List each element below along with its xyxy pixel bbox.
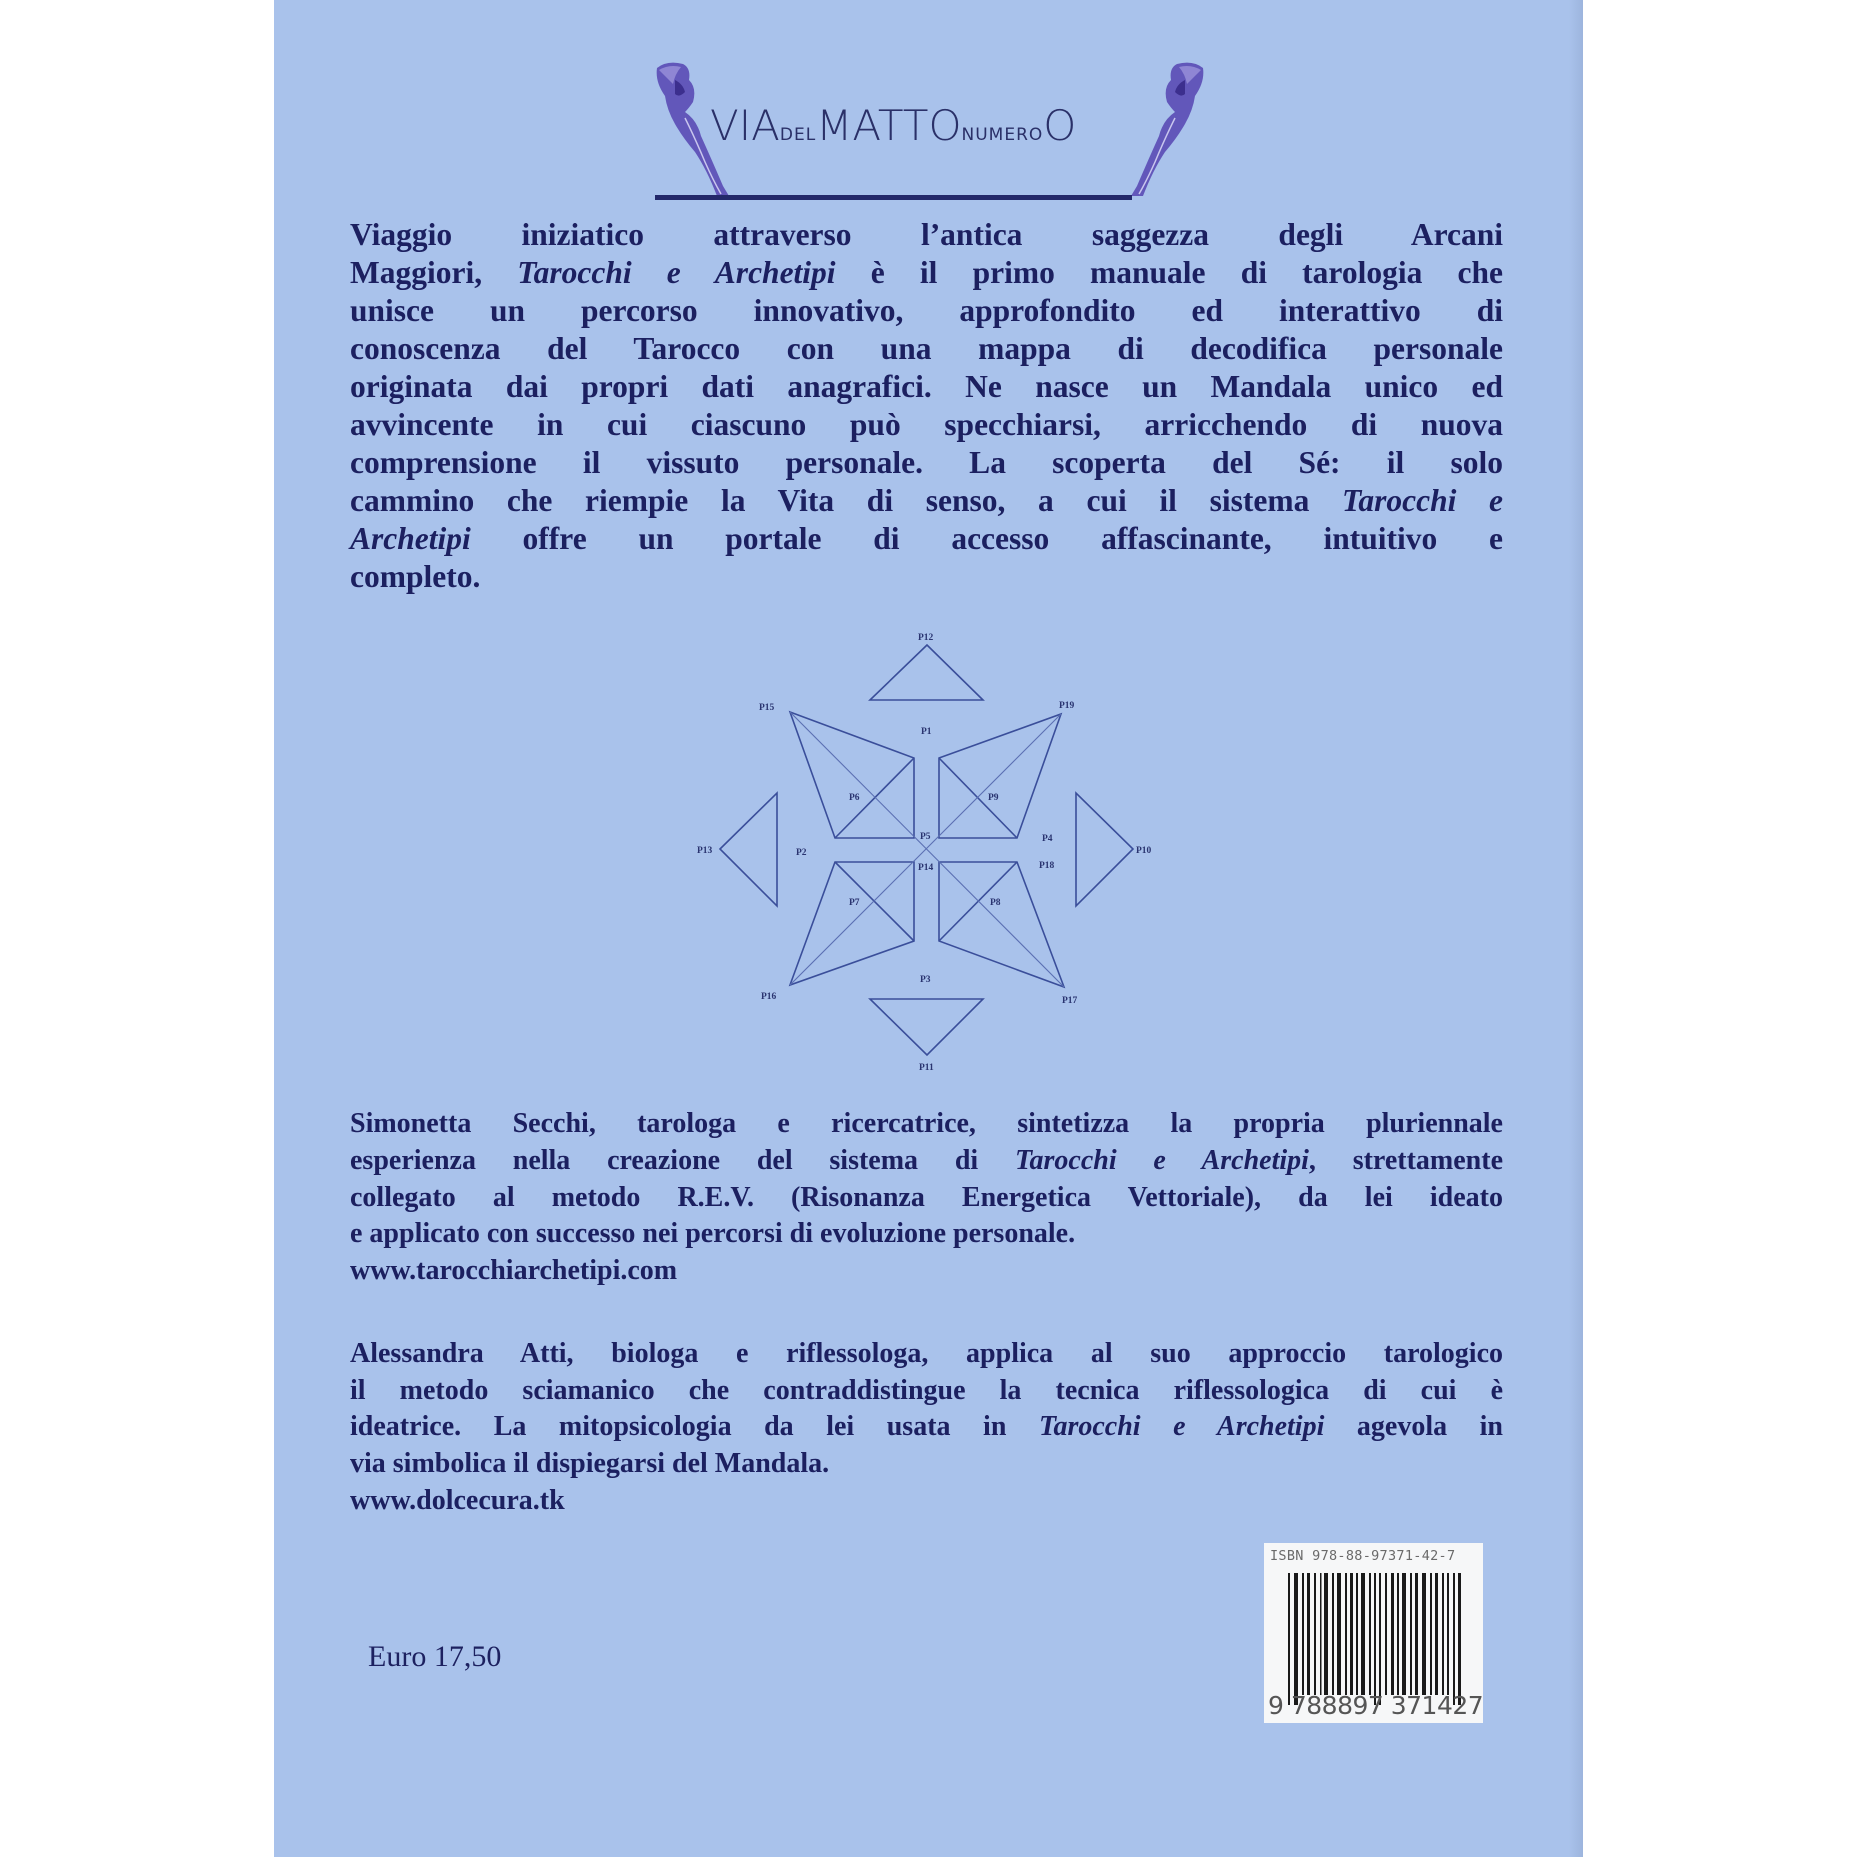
book-title-italic: Tarocchi e Archetipi xyxy=(517,255,836,290)
book-title-italic: Tarocchi e xyxy=(1342,483,1503,518)
label-p8: P8 xyxy=(990,898,1001,908)
label-p16: P16 xyxy=(761,992,777,1002)
blurb-line: originata dai propri dati anagrafici. Ne nasce un Mandala unico ed xyxy=(350,369,1503,404)
logo-matto: MATTO xyxy=(816,101,962,150)
bio-line: esperienza nella creazione del sistema di Tarocchi e Archetipi, strettamente xyxy=(350,1145,1503,1176)
author-website-link[interactable]: www.tarocchiarchetipi.com xyxy=(350,1255,678,1286)
blurb-line: comprensione il vissuto personale. La scoperta del Sé: il solo xyxy=(350,445,1503,480)
bio-line: e applicato con successo nei percorsi di evoluzione personale. xyxy=(350,1218,1076,1249)
label-p4: P4 xyxy=(1042,834,1053,844)
price-label: Euro 17,50 xyxy=(368,1640,502,1673)
blurb-line: completo. xyxy=(350,559,481,594)
label-p1: P1 xyxy=(921,727,932,737)
blurb-line: conoscenza del Tarocco con una mappa di decodifica personale xyxy=(350,331,1503,366)
author-website-link[interactable]: www.dolcecura.tk xyxy=(350,1485,565,1516)
label-p2: P2 xyxy=(796,848,807,858)
label-p19: P19 xyxy=(1059,701,1075,711)
blurb-line: cammino che riempie la Vita di senso, a cui il sistema Tarocchi e xyxy=(350,483,1503,518)
blurb-line: unisce un percorso innovativo, approfondito ed interattivo di xyxy=(350,293,1503,328)
triangle-p10 xyxy=(1076,793,1133,906)
label-p14: P14 xyxy=(918,863,934,873)
bio-line: ideatrice. La mitopsicologia da lei usata in Tarocchi e Archetipi agevola in xyxy=(350,1411,1503,1442)
label-p15: P15 xyxy=(759,703,775,713)
book-title-italic: Archetipi xyxy=(350,521,471,556)
label-p11: P11 xyxy=(919,1063,934,1073)
isbn-number: ISBN 978-88-97371-42-7 xyxy=(1270,1548,1456,1564)
logo-via: VIA xyxy=(710,101,780,150)
label-p17: P17 xyxy=(1062,996,1078,1006)
label-p7: P7 xyxy=(849,898,860,908)
triangle-p12 xyxy=(870,645,983,700)
label-p6: P6 xyxy=(849,793,860,803)
label-p12: P12 xyxy=(918,633,934,643)
label-p10: P10 xyxy=(1136,846,1152,856)
ean-digits: 9 788897 371427 xyxy=(1268,1691,1484,1720)
blurb-line: Maggiori, Tarocchi e Archetipi è il primo manuale di tarologia che xyxy=(350,255,1503,290)
triangle-p11 xyxy=(870,999,983,1055)
bio-line: collegato al metodo R.E.V. (Risonanza Energetica Vettoriale), da lei ideato xyxy=(350,1182,1503,1213)
bio-line: Alessandra Atti, biologa e riflessologa, applica al suo approccio tarologico xyxy=(350,1338,1503,1369)
bio-line: via simbolica il dispiegarsi del Mandala. xyxy=(350,1448,830,1479)
bio-line: Simonetta Secchi, tarologa e ricercatrice, sintetizza la propria pluriennale xyxy=(350,1108,1503,1139)
blurb-line: Viaggio iniziatico attraverso l’antica saggezza degli Arcani xyxy=(350,217,1503,252)
bio-line: il metodo sciamanico che contraddistingue la tecnica riflessologica di cui è xyxy=(350,1375,1503,1406)
isbn-barcode xyxy=(1264,1543,1483,1723)
blurb-line: avvincente in cui ciascuno può specchiarsi, arricchendo di nuova xyxy=(350,407,1503,442)
label-p9: P9 xyxy=(988,793,999,803)
label-p18: P18 xyxy=(1039,861,1055,871)
logo-del: DEL xyxy=(779,125,817,145)
triangle-p13 xyxy=(720,793,777,906)
book-title-italic: Tarocchi e Archetipi xyxy=(1014,1145,1309,1176)
label-p3: P3 xyxy=(920,975,931,985)
blurb-line: Archetipi offre un portale di accesso affascinante, intuitivo e xyxy=(350,521,1503,556)
logo-numero: NUMERO xyxy=(961,125,1044,145)
label-p5: P5 xyxy=(920,832,931,842)
label-p13: P13 xyxy=(697,846,713,856)
book-title-italic: Tarocchi e Archetipi xyxy=(1038,1411,1325,1442)
logo-zero: O xyxy=(1043,101,1077,150)
